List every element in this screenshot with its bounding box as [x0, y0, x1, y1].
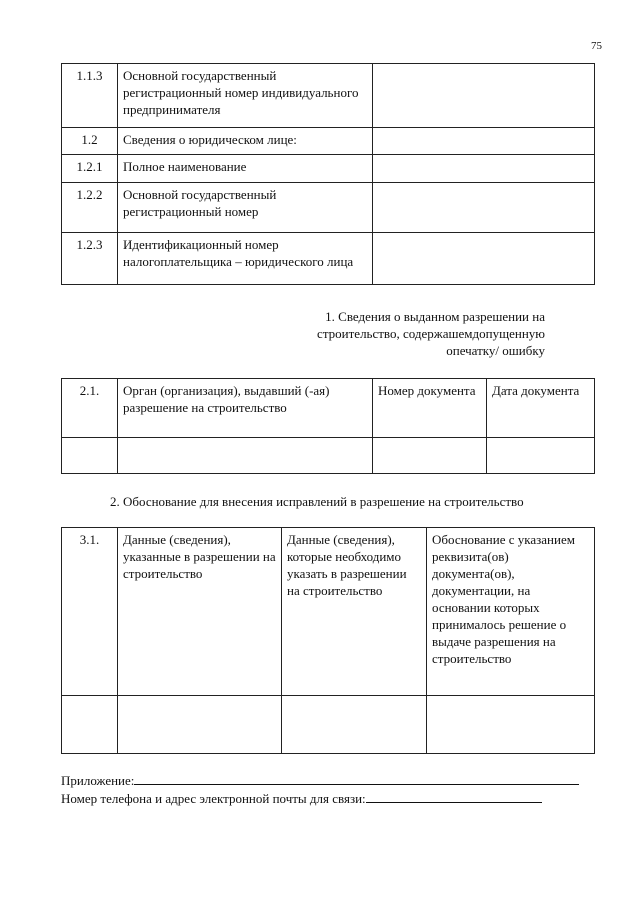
row-number: 1.2.3	[62, 233, 118, 285]
contact-label: Номер телефона и адрес электронной почты для связи:	[61, 791, 366, 806]
table-cell[interactable]	[427, 696, 595, 754]
row-value-cell[interactable]	[373, 183, 595, 233]
table-row	[62, 183, 595, 233]
row-number: 1.2.2	[62, 183, 118, 233]
applicant-info-table	[61, 63, 595, 285]
table-cell[interactable]	[62, 696, 118, 754]
column-header-doc-date: Дата документа	[487, 379, 595, 438]
column-header-justification: Обоснование с указанием реквизита(ов) документа(ов), документации, на основании которых принималось решение о выдаче разрешения на строительство	[427, 528, 595, 696]
table-row	[62, 696, 595, 754]
table-cell[interactable]	[282, 696, 427, 754]
table-row	[62, 233, 595, 285]
table-row	[62, 438, 595, 474]
row-label: Идентификационный номер налогоплательщика – юридического лица	[118, 233, 373, 285]
row-number: 3.1.	[62, 528, 118, 696]
row-number: 2.1.	[62, 379, 118, 438]
table-header-row	[62, 379, 595, 438]
column-header-required-data: Данные (сведения), которые необходимо указать в разрешении на строительство	[282, 528, 427, 696]
contact-field[interactable]	[366, 789, 542, 803]
row-number: 1.1.3	[62, 64, 118, 128]
contact-line	[61, 789, 542, 807]
row-value-cell[interactable]	[373, 64, 595, 128]
table-row	[62, 128, 595, 155]
column-header-authority: Орган (организация), выдавший (-ая) разрешение на строительство	[118, 379, 373, 438]
correction-grounds-table	[61, 527, 595, 754]
page-number: 75	[591, 40, 602, 52]
row-value-cell[interactable]	[373, 155, 595, 183]
table-cell[interactable]	[118, 696, 282, 754]
table-row	[62, 64, 595, 128]
column-header-current-data: Данные (сведения), указанные в разрешении на строительство	[118, 528, 282, 696]
table-cell[interactable]	[118, 438, 373, 474]
section-1-heading: 1. Сведения о выданном разрешении на строительство, содержашемдопущенную опечатку/ ошибку	[317, 309, 545, 358]
attachment-line	[61, 771, 579, 789]
section-2-heading: 2. Обоснование для внесения исправлений в разрешение на строительство	[110, 494, 524, 509]
table-cell[interactable]	[487, 438, 595, 474]
permit-info-table	[61, 378, 595, 474]
table-cell[interactable]	[62, 438, 118, 474]
row-label: Сведения о юридическом лице:	[118, 128, 373, 155]
row-label: Полное наименование	[118, 155, 373, 183]
row-value-cell[interactable]	[373, 233, 595, 285]
attachment-field[interactable]	[134, 771, 579, 785]
row-number: 1.2	[62, 128, 118, 155]
column-header-doc-number: Номер документа	[373, 379, 487, 438]
row-label: Основной государственный регистрационный номер	[118, 183, 373, 233]
attachment-label: Приложение:	[61, 773, 135, 788]
table-row	[62, 155, 595, 183]
row-value-cell[interactable]	[373, 128, 595, 155]
row-label: Основной государственный регистрационный номер индивидуального предпринимателя	[118, 64, 373, 128]
row-number: 1.2.1	[62, 155, 118, 183]
table-cell[interactable]	[373, 438, 487, 474]
table-header-row	[62, 528, 595, 696]
